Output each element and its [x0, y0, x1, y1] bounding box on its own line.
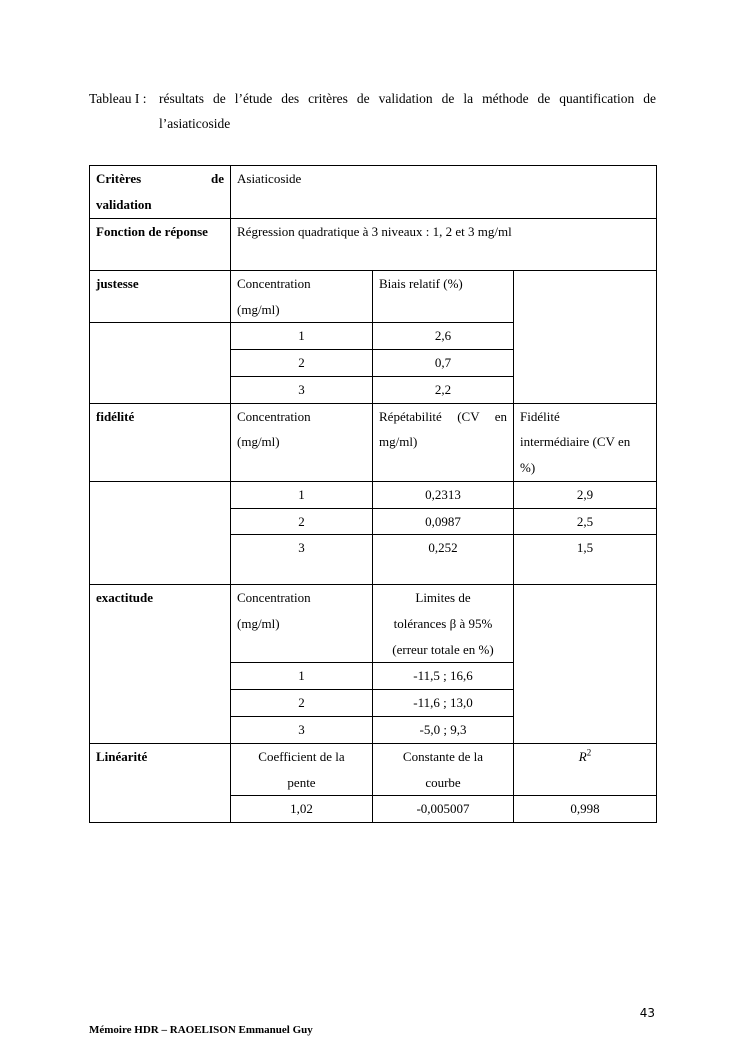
compound-header: Asiaticoside: [231, 166, 657, 219]
table-cell: 1: [231, 323, 373, 350]
table-cell: 2,6: [373, 323, 514, 350]
fidelite-label: fidélité: [90, 403, 231, 481]
fidelite-spacer: [90, 481, 231, 585]
exactitude-lim-line2: tolérances β à 95%: [393, 615, 493, 631]
justesse-label: justesse: [90, 271, 231, 323]
table-cell: 0,252: [373, 535, 514, 585]
fidelite-fi-line2: intermédiaire (CV en: [520, 434, 631, 450]
exactitude-conc-line2: (mg/ml): [237, 615, 280, 631]
fidelite-repeatability-header: [373, 403, 514, 481]
response-function-label: Fonction de réponse: [90, 219, 231, 271]
justesse-concentration-header: [231, 271, 373, 323]
justesse-conc-line2: (mg/ml): [237, 301, 280, 317]
table-cell: 3: [231, 376, 373, 403]
criteria-header-cell: [90, 166, 231, 219]
criteria-header-word: Critères: [96, 171, 142, 186]
exactitude-lim-line1: Limites de: [415, 590, 471, 606]
exactitude-conc-line1: Concentration: [237, 590, 311, 606]
justesse-spacer: [90, 323, 231, 404]
fidelite-conc-line2: (mg/ml): [237, 434, 280, 450]
table-cell: -5,0 ; 9,3: [373, 716, 514, 743]
fidelite-conc-line1: Concentration: [237, 408, 311, 424]
table-cell: 3: [231, 535, 373, 585]
table-cell: -11,6 ; 13,0: [373, 690, 514, 717]
caption-line-2: l’asiaticoside: [159, 116, 231, 131]
justesse-bias-header: Biais relatif (%): [373, 271, 514, 323]
exactitude-label: exactitude: [90, 585, 231, 744]
table-cell: -11,5 ; 16,6: [373, 663, 514, 690]
linearite-r2-header: [514, 743, 657, 795]
table-cell: 2: [231, 508, 373, 535]
r2-base: R: [578, 748, 587, 764]
linearite-intercept-line2: courbe: [425, 774, 461, 790]
linearite-intercept-header: [373, 743, 514, 795]
table-cell: 0,7: [373, 350, 514, 377]
fidelite-concentration-header: [231, 403, 373, 481]
table-cell: 0,998: [514, 796, 657, 823]
exactitude-lim-line3: (erreur totale en %): [392, 641, 494, 657]
page-footer: Mémoire HDR – RAOELISON Emmanuel Guy: [89, 1024, 313, 1036]
table-cell: 1,5: [514, 535, 657, 585]
linearite-intercept-line1: Constante de la: [402, 748, 484, 764]
table-caption: [89, 86, 656, 136]
table-cell: 1,02: [231, 796, 373, 823]
justesse-empty-cell: [514, 271, 657, 404]
table-cell: 3: [231, 716, 373, 743]
linearite-slope-line2: pente: [287, 774, 316, 790]
table-cell: 2,5: [514, 508, 657, 535]
linearite-slope-line1: Coefficient de la: [258, 748, 345, 764]
table-cell: 1: [231, 663, 373, 690]
page-number: 43: [639, 1006, 655, 1020]
table-cell: 2: [231, 690, 373, 717]
table-cell: 1: [231, 481, 373, 508]
table-cell: 0,2313: [373, 481, 514, 508]
criteria-header-de: de: [211, 171, 224, 186]
criteria-header-line2: validation: [96, 196, 152, 212]
table-cell: 2: [231, 350, 373, 377]
table-cell: -0,005007: [373, 796, 514, 823]
exactitude-concentration-header: [231, 585, 373, 663]
justesse-conc-line1: Concentration: [237, 276, 311, 291]
table-cell: 2,9: [514, 481, 657, 508]
validation-table: [89, 165, 657, 823]
linearite-slope-header: [231, 743, 373, 795]
table-cell: 2,2: [373, 376, 514, 403]
fidelite-fi-line1: Fidélité: [520, 408, 560, 424]
r2-sup: 2: [586, 747, 592, 758]
caption-label: Tableau I :: [89, 91, 147, 106]
linearite-label: Linéarité: [90, 743, 231, 822]
table-cell: 0,0987: [373, 508, 514, 535]
fidelite-rep-line2: mg/ml): [379, 434, 418, 450]
exactitude-empty-cell: [514, 585, 657, 744]
fidelite-fi-line3: %): [520, 459, 536, 475]
exactitude-limits-header: [373, 585, 514, 663]
fidelite-intermediate-header: [514, 403, 657, 481]
caption-line-1: résultats de l’étude des critères de validation de la méthode de quantification de: [159, 91, 656, 106]
fidelite-rep-line1: Répétabilité (CV en: [379, 408, 507, 424]
response-function-value: Régression quadratique à 3 niveaux : 1, 2 et 3 mg/ml: [231, 219, 657, 271]
